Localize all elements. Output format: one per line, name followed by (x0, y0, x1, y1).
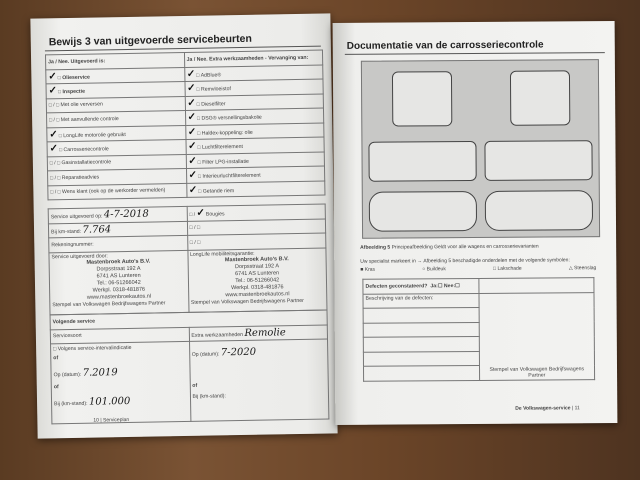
of-label: of (192, 382, 198, 389)
row-label: Interieurluchtfilterelement (202, 172, 261, 180)
check-mark-icon: ✓ (187, 83, 196, 95)
next-date: 7.2019 (82, 367, 118, 380)
symbol-legend (360, 265, 596, 273)
col-left-header: Ja / Nee. Uitgevoerd is: (45, 52, 184, 69)
no-checkbox[interactable]: ☐ (455, 282, 460, 289)
dealer-stamp (190, 255, 324, 300)
stamp-line: Mastenbroek Auto's B.V. (86, 258, 151, 266)
checkbox[interactable]: □ / □ (49, 160, 62, 167)
checkbox[interactable]: □ / □ (48, 102, 61, 109)
stamp-line: Dorpsstraat 192 A (234, 262, 280, 270)
check-mark-icon: ✓ (49, 143, 59, 155)
divider (345, 52, 605, 55)
checkbox[interactable]: ✓□ (48, 85, 63, 97)
done-by-label: Service uitgevoerd door: (51, 252, 108, 260)
stamp-line: 6741 AS Lunteren (96, 272, 141, 280)
checkbox[interactable]: ✓□ (186, 68, 201, 80)
stamp-line: 6741 AS Lunteren (235, 270, 280, 277)
check-mark-icon: ✓ (49, 128, 58, 141)
dealer-stamp (52, 257, 186, 302)
check-mark-icon: ✓ (48, 85, 58, 97)
row-label: Carrosseriecontrole (63, 146, 109, 154)
check-mark-icon: ✓ (187, 112, 197, 124)
checkbox[interactable]: ✓□ (188, 170, 203, 182)
row-label: Filter LPG-installatie (202, 158, 249, 166)
longlife-label: LongLife mobiliteitsgarantie: (189, 250, 255, 258)
row-label: LongLife motorolie gebruikt (63, 131, 126, 139)
col-right-header: Ja / Nee. Extra werkzaamheden - Vervanging van: (184, 50, 323, 67)
row-label: AdBlue® (200, 72, 222, 79)
van-top-view (369, 191, 477, 232)
service-type-label: Servicesoort (50, 327, 189, 343)
figure-caption: Principeafbeelding Geldt voor alle wagens en carrosserievarianten (391, 243, 539, 251)
extra-date: 7-2020 (220, 346, 257, 358)
yes-checkbox[interactable]: ☐ (437, 282, 443, 290)
row-label: Reparatieadvies (61, 174, 100, 181)
van-side-right (484, 140, 592, 181)
yes-label: Ja: (430, 283, 438, 290)
check-mark-icon: ✓ (188, 155, 197, 167)
section-name: Serviceplan (102, 416, 130, 424)
interval-checkbox: □ Volgens service-intervalindicatie (53, 344, 132, 352)
checkbox[interactable]: ✓□ (48, 70, 63, 83)
extra-label: Extra werkzaamheden (191, 331, 244, 339)
checkbox[interactable]: □ / □ (50, 189, 63, 196)
symbol-item: □ Lakschade (493, 265, 522, 272)
symbol-item: △ Steenslag (568, 265, 597, 272)
service-date-label: Service uitgevoerd op: (50, 213, 103, 221)
stamp-line: www.mastenbroekautos.nl (86, 293, 152, 301)
checkbox[interactable]: □ / □ (50, 174, 62, 182)
van-bottom-view (485, 190, 593, 231)
page-title: Bewijs 3 van uitgevoerde servicebeurten (48, 32, 252, 49)
row-label: Luchtfilterelement (201, 144, 243, 151)
stamp-caption: Stempel van Volkswagen Bedrijfswagens Partner (478, 292, 594, 380)
stamp-caption: Stempel van Volkswagen Bedrijfswagens Partner (52, 300, 166, 309)
right-page: Documentatie van de carrosseriecontrole Afbeelding 5 Principeafbeelding Geldt voor alle wagens en carrosserievarianten Uw specialist markeert in → Afbeelding 5 beschadigde onderdelen met de volgende symbolen: ■ Kras ○ Buildeuk □ Lakschade △ Steenslag Defecten geconstateerd? Ja:☐ Nee:☐ Beschrijving van de defecten: Stempel van Volkswagen Bedrijfswagens Partner De Volkswagen-service | 11 (333, 21, 618, 425)
stamp-line: Werkpl. 0318-481876 (92, 286, 146, 294)
empty-checkbox: □ / □ (187, 219, 326, 236)
row-label: Dieselfilter (201, 101, 226, 108)
page-number: 10 (93, 417, 99, 424)
empty-checkbox: □ / □ (187, 233, 326, 250)
extra-value: Remolie (244, 326, 286, 339)
footer-title: De Volkswagen-service (515, 405, 571, 412)
row-label: Olieservice (62, 74, 90, 81)
no-label: Nee: (443, 282, 456, 289)
van-front-view (392, 71, 452, 126)
km-label: Bij (km-stand): (54, 400, 88, 408)
description-label: Beschrijving van de defecten: (363, 293, 479, 308)
checkbox[interactable]: ✓□ (188, 141, 203, 153)
checkbox[interactable]: □ / □ (49, 116, 61, 124)
date-label: Op (datum): (53, 372, 82, 379)
check-mark-icon: ✓ (188, 184, 198, 196)
stamp-line: Tel.: 06-51266042 (235, 277, 280, 285)
symbol-item: ■ Kras (360, 266, 376, 273)
stamp-line: Tel.: 06-51266042 (96, 279, 141, 287)
left-page: Bewijs 3 van uitgevoerde servicebeurten Ja / Nee. Uitgevoerd is: Ja / Nee. Extra werkzaamheden - Vervanging van: ✓□ Olieservice ✓□ AdBlue® ✓□ Inspectie ✓□ Remvloeistof □ / □ Met olie verversen ✓□ Dieselfilter □ / □ Met aanvullende controle ✓□ DSG® versnellingsbakolie ✓□ LongLife motorolie gebruikt ✓□ Haldex-koppeling: olie ✓□ Carrosseriecontrole ✓□ Luchtfilterelement □ / □ Gasinstallatiecontrole ✓□ Filter LPG-installatie □ / □ Reparatieadvies ✓□ Interieurluchtfilterelement □ / □ Wens klant (ook op de werkorder vermelden) ✓□ Getande riem Service uitgevoerd op: 4-7-2018 □ / ✓Bougies Bij km-stand: 7.764 □ / □ Rekeningnummer: □ / □ Service uitgevoerd door: Mastenbroek Auto's B.V. Dorpsstraat 192 A 6741 AS Lunteren Tel.: 06-51266042 Werkpl. 0318-481876 www.mastenbroekautos.nl Stempel van Volkswagen Bedrijfswagens Partner LongLife mobiliteitsgarantie: Mastenbroek Auto's B.V. Dorpsstraat 192 A 6741 AS Lunteren Tel.: 06-51266042 Werkpl. 0318-481876 www.mastenbroekautos.nl Stempel van Volkswagen Bedrijfswagens Partner Volgende service Servicesoort Extra werkzaamheden Remolie □ Volgens service-intervalindicatie of Op (datum): 7.2019 of Bij (km-stand): 101.000 Op (datum): 7-2020 of Bij (km-stand): 10 | Serviceplan (30, 13, 337, 438)
stamp-line: Dorpsstraat 192 A (96, 265, 141, 273)
check-mark-icon: ✓ (188, 170, 198, 182)
of-label: of (53, 384, 59, 391)
service-details: Service uitgevoerd op: 4-7-2018 □ / ✓Bougies Bij km-stand: 7.764 □ / □ Rekeningnummer: □ / □ Service uitgevoerd door: Mastenbroek Auto's B.V. Dorpsstraat 192 A 6741 AS Lunteren Tel.: 06-51266042 Werkpl. 0318-481876 www.mastenbroekautos.nl Stempel van Volkswagen Bedrijfswagens Partner LongLife mobiliteitsgarantie: Mastenbroek Auto's B.V. Dorpsstraat 192 A 6741 AS Lunteren Tel.: 06-51266042 Werkpl. 0318-481876 www.mastenbroekautos.nl Stempel van Volkswagen Bedrijfswagens Partner (48, 204, 328, 315)
page-title: Documentatie van de carrosseriecontrole (346, 39, 544, 52)
row-label: Remvloeistof (200, 86, 231, 93)
service-date: 4-7-2018 (103, 208, 149, 221)
check-mark-icon: ✓ (188, 141, 197, 153)
vehicle-diagram (361, 59, 600, 239)
check-mark-icon: ✓ (186, 68, 196, 80)
checkbox[interactable]: ✓□ (188, 184, 203, 196)
invoice-label: Rekeningnummer: (49, 235, 188, 252)
checkbox[interactable]: ✓□ (187, 83, 201, 95)
row-label: Haldex-koppeling: olie (201, 129, 253, 137)
km-label: Bij (km-stand): (192, 393, 226, 400)
check-mark-icon: ✓ (187, 126, 197, 138)
row-label: DSG® versnellingsbakolie (201, 114, 262, 122)
van-side-left (368, 141, 476, 182)
checkbox[interactable]: ✓□ (188, 155, 203, 167)
van-rear-view (510, 70, 570, 125)
stamp-line: Werkpl. 0318-481876 (231, 284, 284, 292)
bougies-label: Bougies (205, 211, 225, 218)
symbol-item: ○ Buildeuk (422, 266, 446, 273)
check-mark-icon: ✓ (187, 97, 196, 109)
next-service-title: Volgende service (50, 310, 327, 329)
row-label: Met aanvullende controle (60, 115, 119, 123)
next-km: 101.000 (88, 396, 131, 408)
row-label: Wens klant (ook op de werkorder vermelden) (61, 187, 166, 196)
row-label: Met olie verversen (60, 101, 103, 109)
km-value: 7.764 (82, 224, 112, 236)
date-label: Op (datum): (191, 350, 220, 358)
service-table (45, 50, 326, 201)
page-number: 11 (574, 405, 580, 412)
checkbox[interactable]: ✓□ (49, 128, 64, 141)
row-label: Getande riem (202, 187, 235, 195)
check-mark-icon: ✓ (48, 70, 57, 83)
checkbox[interactable]: ✓□ (187, 126, 202, 138)
checkbox[interactable]: ✓□ (187, 97, 202, 109)
of-label: of (53, 355, 59, 362)
stamp-caption: Stempel van Volkswagen Bedrijfswagens Partner (190, 298, 304, 307)
stamp-line: Mastenbroek Auto's B.V. (224, 255, 289, 263)
km-label: Bij km-stand: (51, 228, 82, 236)
checkbox[interactable]: ✓□ (49, 143, 64, 155)
row-label: Inspectie (62, 88, 86, 96)
row-label: Gasinstallatiecontrole (61, 159, 112, 167)
stamp-line: www.mastenbroekautos.nl (225, 291, 290, 299)
caption-label: Afbeelding 5 (360, 244, 391, 251)
checkbox[interactable]: ✓□ (187, 112, 202, 124)
instruction-text: Uw specialist markeert in → Afbeelding 5 beschadigde onderdelen met de volgende symbolen: (360, 257, 570, 265)
defects-label: Defecten geconstateerd? (365, 283, 428, 290)
defects-table (362, 277, 595, 381)
next-service-table (50, 310, 330, 424)
